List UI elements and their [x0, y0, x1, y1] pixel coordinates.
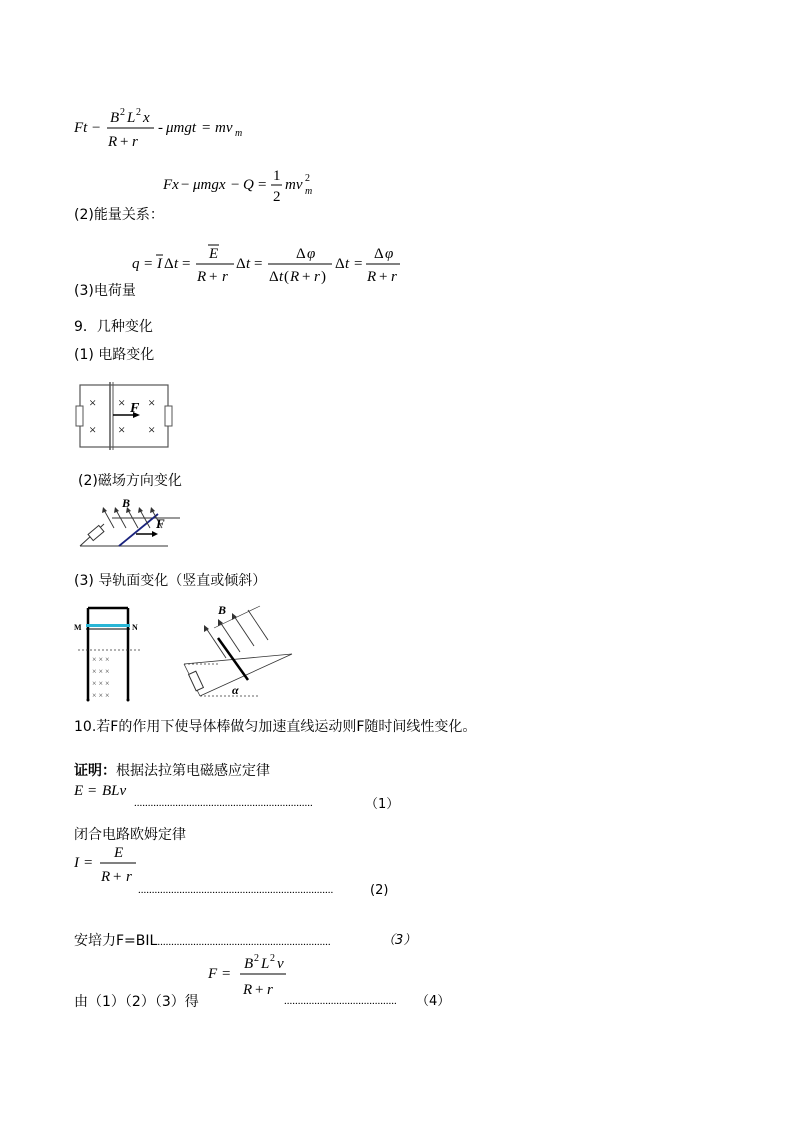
svg-text:× × ×: × × ×: [92, 655, 110, 664]
cross-mark: ×: [148, 395, 156, 410]
svg-text:R: R: [108, 134, 118, 150]
svg-text:L: L: [127, 110, 136, 126]
dot-leader: ...............................................................: [157, 936, 331, 948]
force-label: F: [156, 516, 165, 531]
svg-text:=: =: [202, 120, 211, 136]
svg-text:Δ: Δ: [374, 246, 384, 262]
cross-mark: ×: [89, 422, 97, 437]
svg-text:+: +: [255, 982, 264, 998]
proof-prefix: 证明：: [74, 763, 116, 779]
svg-text:m: m: [305, 186, 313, 197]
field-direction-figure: [74, 496, 186, 552]
svg-text:2: 2: [270, 953, 275, 964]
svg-text:t: t: [246, 256, 251, 272]
svg-text:2: 2: [305, 173, 310, 184]
svg-text:+: +: [209, 269, 218, 285]
svg-text:E: E: [114, 845, 124, 861]
svg-text:× × ×: × × ×: [92, 679, 110, 688]
svg-text:+: +: [379, 269, 388, 285]
angle-label: α: [232, 683, 239, 697]
svg-text:): ): [321, 269, 326, 285]
field-label: B: [122, 496, 131, 510]
force-label: F: [130, 401, 140, 416]
svg-text:(: (: [284, 269, 289, 285]
inclined-rail-figure: [180, 600, 300, 704]
svg-text:Fx: Fx: [163, 177, 179, 193]
svg-text:B: B: [244, 956, 254, 972]
cross-mark: ×: [148, 422, 156, 437]
proof-faraday-text: 根据法拉第电磁感应定律: [116, 763, 270, 779]
svg-text:−: −: [92, 120, 101, 136]
svg-text:φ: φ: [385, 246, 394, 262]
energy-relation-label: (2)能量关系：: [74, 207, 164, 223]
svg-text:R: R: [101, 869, 111, 885]
dot-leader: .......................................................................: [138, 884, 334, 896]
svg-text:Δ: Δ: [269, 269, 279, 285]
svg-text:=: =: [258, 177, 267, 193]
rail-plane-change-label: (3) 导轨面变化（竖直或倾斜）: [74, 573, 267, 589]
svg-text:r: r: [222, 269, 228, 285]
cross-mark: ×: [118, 395, 126, 410]
circuit-change-figure: [74, 382, 174, 452]
equation-number-4: （4）: [416, 994, 451, 1009]
svg-text:2: 2: [273, 189, 281, 205]
svg-text:r: r: [132, 134, 138, 150]
svg-text:r: r: [126, 869, 132, 885]
cross-mark: ×: [118, 422, 126, 437]
circuit-change-label: (1) 电路变化: [74, 347, 155, 363]
svg-text:2: 2: [120, 107, 125, 118]
svg-text:μmgt: μmgt: [166, 120, 197, 136]
charge-amount-label: (3)电荷量: [74, 283, 136, 299]
svg-text:2: 2: [136, 107, 141, 118]
svg-text:m: m: [235, 128, 243, 139]
svg-text:mv: mv: [215, 120, 233, 136]
section-10-statement: 10.若F的作用下使导体棒做匀加速直线运动则F随时间线性变化。: [74, 719, 477, 735]
svg-text:μmgx: μmgx: [193, 177, 226, 193]
equation-number-1: （1）: [365, 797, 400, 812]
charge-formula: [132, 240, 402, 286]
ampere-force-label: [74, 932, 331, 951]
dot-leader: .................................................................: [134, 797, 313, 809]
svg-text:× × ×: × × ×: [92, 691, 110, 700]
conclusion-label: 由（1）（2）（3）得: [74, 994, 199, 1010]
field-label: B: [218, 603, 227, 617]
svg-text:R: R: [243, 982, 253, 998]
svg-text:R: R: [197, 269, 207, 285]
svg-text:=: =: [88, 783, 97, 799]
section-9-heading: 9．几种变化: [74, 319, 153, 335]
svg-text:R: R: [367, 269, 377, 285]
svg-text:× × ×: × × ×: [92, 667, 110, 676]
svg-text:r: r: [267, 982, 273, 998]
svg-text:E: E: [209, 246, 219, 262]
svg-text:I: I: [74, 855, 79, 871]
svg-text:Q: Q: [243, 177, 254, 193]
svg-text:R: R: [290, 269, 300, 285]
equation-number-3: （3）: [382, 933, 417, 948]
vertical-rail-figure: [74, 604, 144, 704]
svg-text:=: =: [254, 256, 263, 272]
svg-text:=: =: [182, 256, 191, 272]
svg-text:I: I: [157, 256, 162, 272]
current-formula: [74, 842, 154, 888]
svg-text:-: -: [158, 120, 163, 136]
svg-text:Δ: Δ: [296, 246, 306, 262]
svg-text:q: q: [132, 256, 140, 272]
svg-text:mv: mv: [285, 177, 303, 193]
equation-number-2: (2): [370, 883, 389, 898]
svg-text:+: +: [120, 134, 129, 150]
svg-text:x: x: [143, 110, 150, 126]
energy-formula: [163, 165, 323, 205]
dot-leader: .........................................: [284, 995, 397, 1007]
svg-text:=: =: [354, 256, 363, 272]
svg-text:BLv: BLv: [102, 783, 127, 799]
svg-text:F: F: [208, 966, 218, 982]
momentum-formula: [74, 100, 254, 150]
svg-text:E: E: [74, 783, 84, 799]
svg-text:1: 1: [273, 168, 281, 184]
force-formula: [208, 952, 298, 1000]
rail-n-label: N: [132, 623, 138, 632]
svg-text:+: +: [302, 269, 311, 285]
svg-text:B: B: [110, 110, 120, 126]
ohm-law-label: 闭合电路欧姆定律: [74, 827, 186, 843]
svg-text:t: t: [174, 256, 179, 272]
svg-text:φ: φ: [307, 246, 316, 262]
svg-text:L: L: [261, 956, 270, 972]
svg-text:Δ: Δ: [236, 256, 246, 272]
ampere-force-text: 安培力F=BIL: [74, 933, 158, 949]
svg-text:−: −: [181, 177, 190, 193]
svg-text:=: =: [84, 855, 93, 871]
cross-mark: ×: [89, 395, 97, 410]
svg-text:t: t: [345, 256, 350, 272]
field-direction-change-label: (2)磁场方向变化: [78, 473, 182, 489]
svg-text:Ft: Ft: [74, 120, 88, 136]
svg-text:−: −: [231, 177, 240, 193]
svg-text:+: +: [113, 869, 122, 885]
svg-text:Δ: Δ: [164, 256, 174, 272]
rail-m-label: M: [74, 623, 82, 632]
svg-text:v: v: [277, 956, 284, 972]
svg-text:2: 2: [254, 953, 259, 964]
svg-text:r: r: [314, 269, 320, 285]
svg-text:=: =: [144, 256, 153, 272]
svg-text:=: =: [222, 966, 231, 982]
svg-text:Δ: Δ: [335, 256, 345, 272]
svg-text:r: r: [391, 269, 397, 285]
svg-text:t: t: [279, 269, 284, 285]
